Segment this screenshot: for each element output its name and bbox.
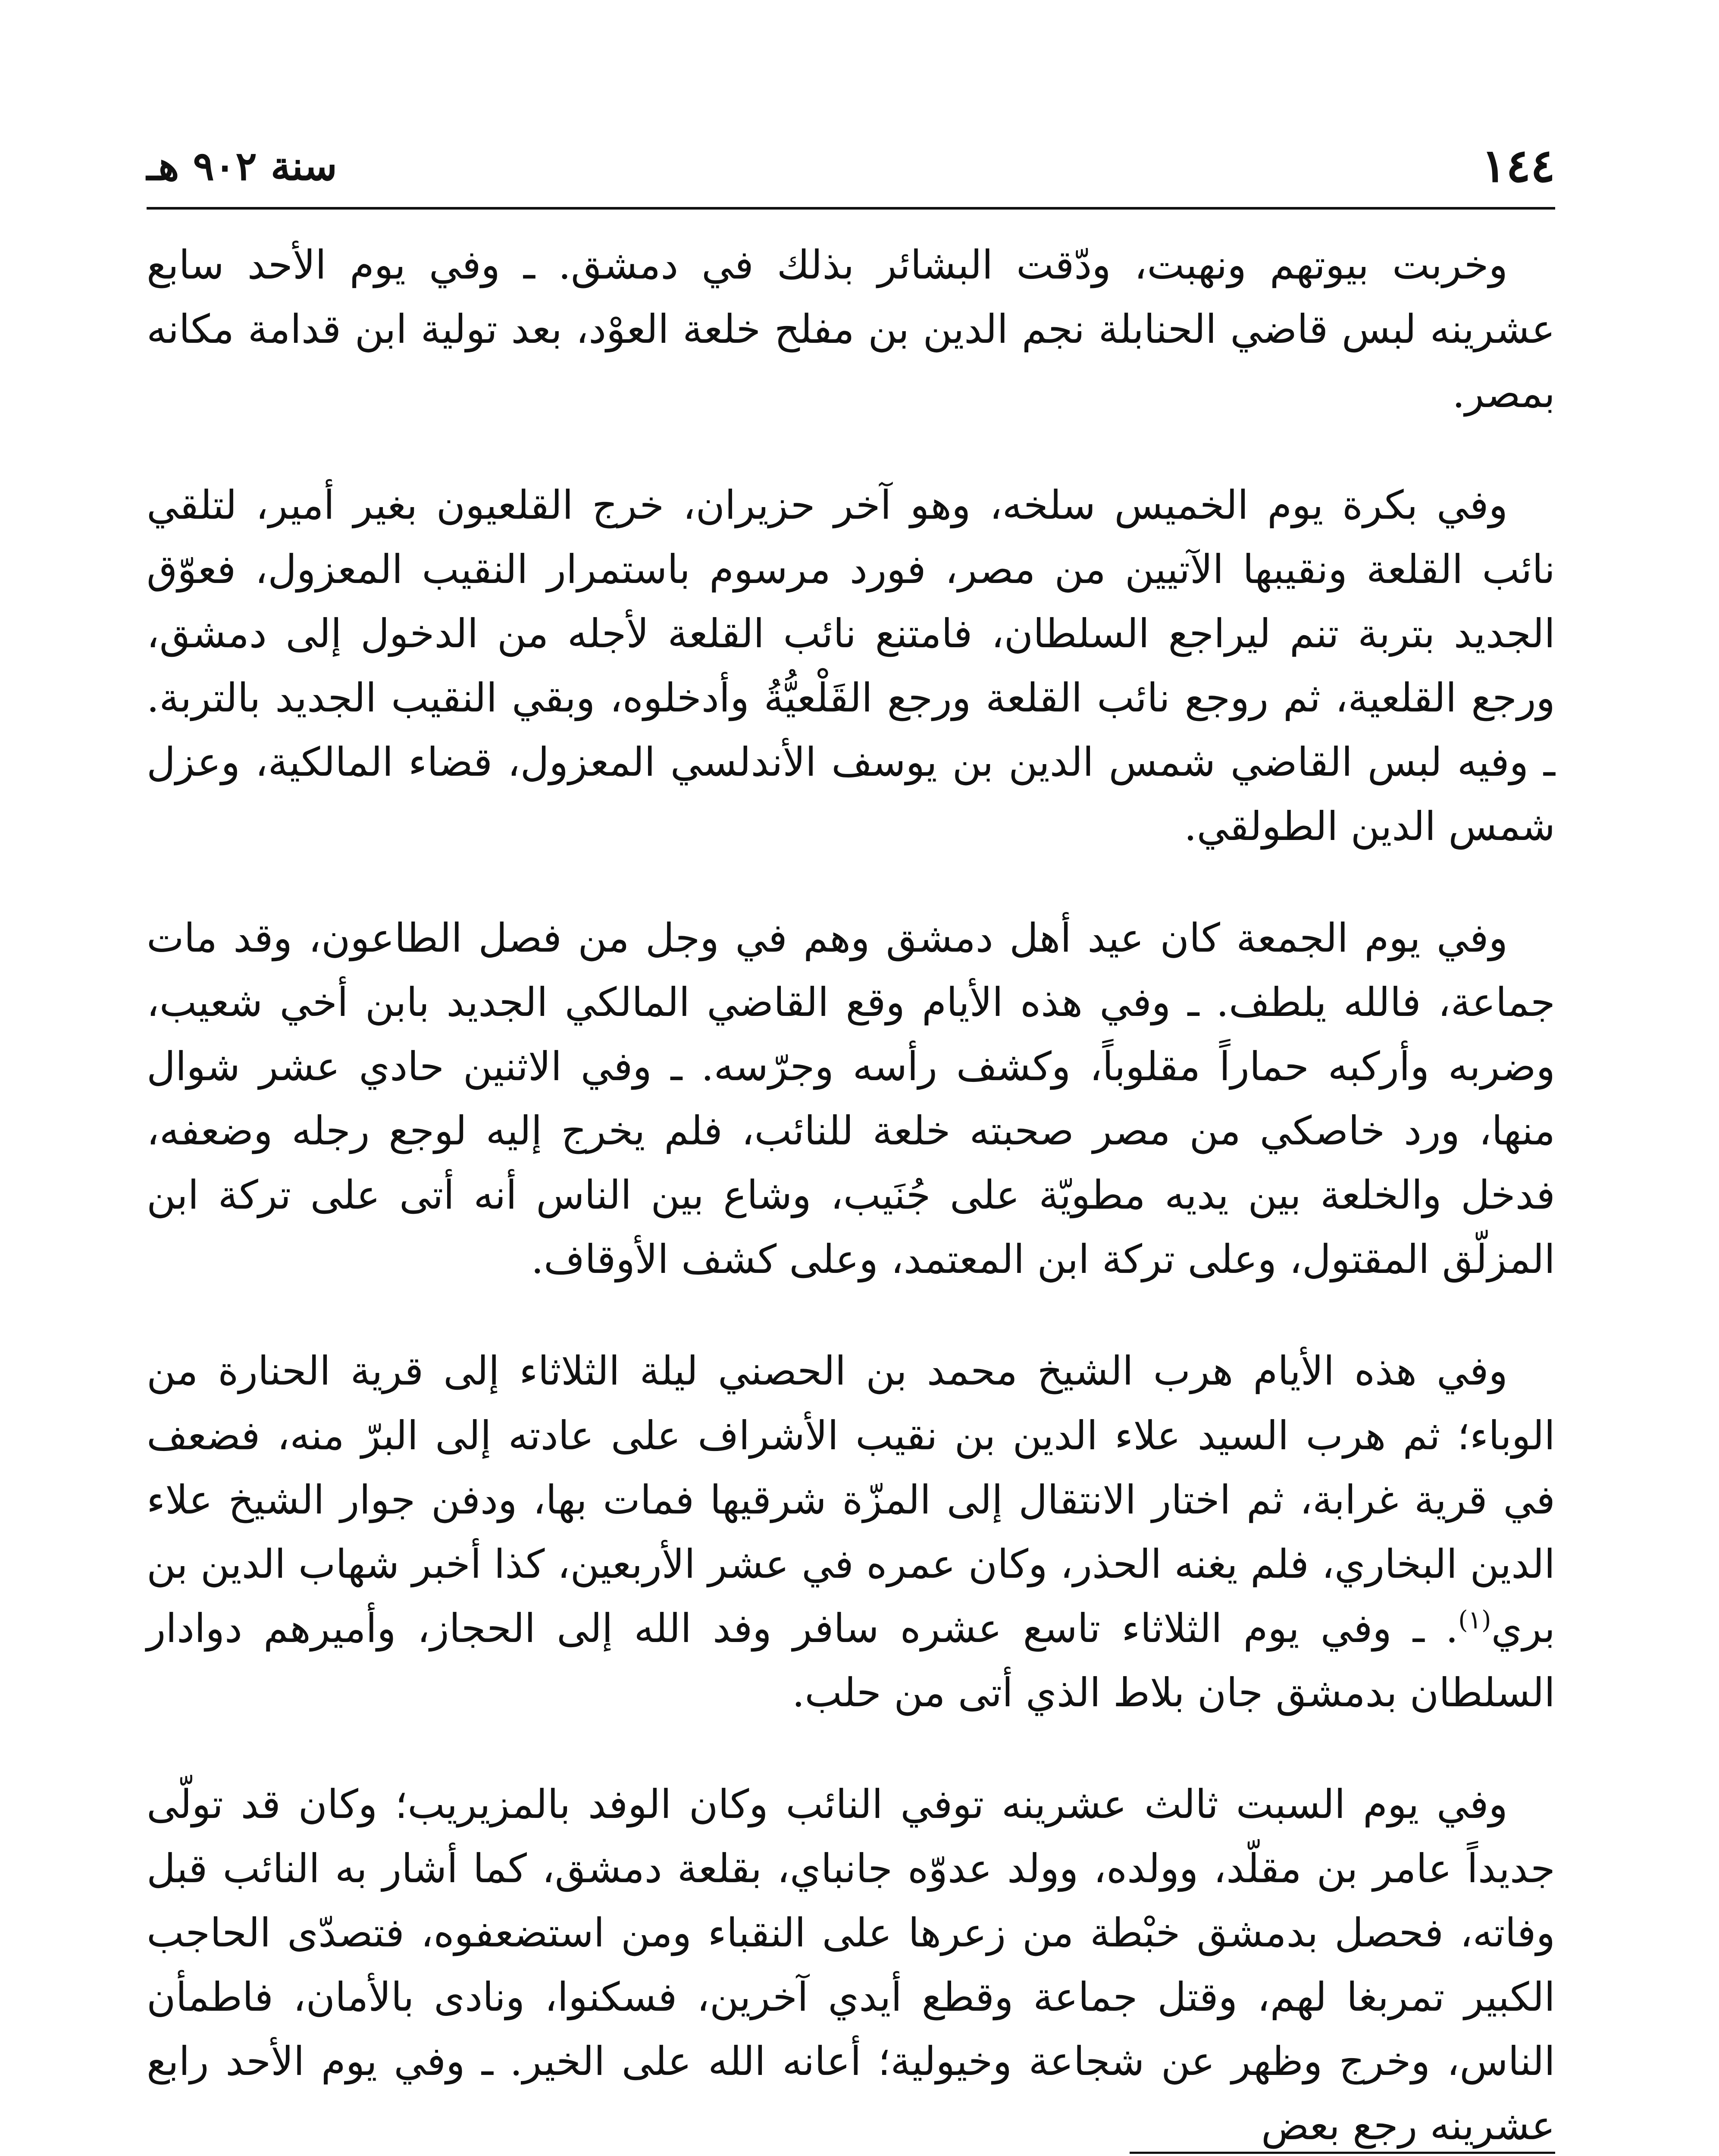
paragraph-4 (147, 1339, 1555, 1724)
main-text (147, 233, 1555, 2156)
paragraph-4-text-before: وفي هذه الأيام هرب الشيخ محمد بن الحصني ليلة الثلاثاء إلى قرية الحنارة من الوباء؛ ثم هرب السيد علاء الدين بن نقيب الأشراف على عادته إلى البرّ منه، فضعف في قرية غرابة، ثم اختار الانتقال إلى المزّة شرقيها فمات بها، ودفن جوار الشيخ علاء الدين البخاري، فلم يغنه الحذر، وكان عمره في عشر الأربعين، كذا أخبر شهاب الدين بن بري (147, 1348, 1555, 1651)
paragraph-5: وفي يوم السبت ثالث عشرينه توفي النائب وكان الوفد بالمزيريب؛ وكان قد تولّى جديداً عامر بن مقلّد، وولده، وولد عدوّه جانباي، بقلعة دمشق، كما أشار به النائب قبل وفاته، فحصل بدمشق خبْطة من زعرها على النقباء ومن استضعفوه، فتصدّى الحاجب الكبير تمربغا لهم، وقتل جماعة وقطع أيدي آخرين، فسكنوا، ونادى بالأمان، فاطمأن الناس، وخرج وظهر عن شجاعة وخيولية؛ أعانه الله على الخير. ـ وفي يوم الأحد رابع عشرينه رجع بعض (147, 1781, 1556, 2149)
footnote-divider (1130, 2152, 1555, 2154)
footnote-reference[interactable]: (١) (1458, 1604, 1491, 1634)
paragraph-2: وفي بكرة يوم الخميس سلخه، وهو آخر حزيران، خرج القلعيون بغير أمير، لتلقي نائب القلعة ونقيبها الآتيين من مصر، فورد مرسوم باستمرار النقيب المعزول، فعوّق الجديد بتربة تنم ليراجع السلطان، فامتنع نائب القلعة لأجله من الدخول إلى دمشق، ورجع القلعية، ثم روجع نائب القلعة ورجع القَلْعيُّةُ وأدخلوه، وبقي النقيب الجديد بالتربة. ـ وفيه لبس القاضي شمس الدين بن يوسف الأندلسي المعزول، قضاء المالكية، وعزل شمس الدين الطولقي. (147, 482, 1555, 850)
paragraph-4-text-after: . ـ وفي يوم الثلاثاء تاسع عشره سافر وفد الله إلى الحجاز، وأميرهم دوادار السلطان بدمشق جان بلاط الذي أتى من حلب. (147, 1605, 1555, 1716)
paragraph-3: وفي يوم الجمعة كان عيد أهل دمشق وهم في وجل من فصل الطاعون، وقد مات جماعة، فالله يلطف. ـ وفي هذه الأيام وقع القاضي المالكي الجديد بابن أخي شعيب، وضربه وأركبه حماراً مقلوباً، وكشف رأسه وجرّسه. ـ وفي الاثنين حادي عشر شوال منها، ورد خاصكي من مصر صحبته خلعة للنائب، فلم يخرج إليه لوجع رجله وضعفه، فدخل والخلعة بين يديه مطويّة على جُنَيب، وشاع بين الناس أنه أتى على تركة ابن المزلّق المقتول، وعلى تركة ابن المعتمد، وعلى كشف الأوقاف. (147, 915, 1555, 1283)
header-divider (147, 207, 1555, 210)
page-header (147, 129, 1555, 207)
running-head: سنة ٩٠٢ هـ (147, 143, 337, 189)
page-number: ١٤٤ (1481, 138, 1555, 192)
paragraph-1: وخربت بيوتهم ونهبت، ودّقت البشائر بذلك في دمشق. ـ وفي يوم الأحد سابع عشرينه لبس قاضي الحنابلة نجم الدين بن مفلح خلعة العوْد، بعد تولية ابن قدامة مكانه بمصر. (147, 242, 1555, 417)
